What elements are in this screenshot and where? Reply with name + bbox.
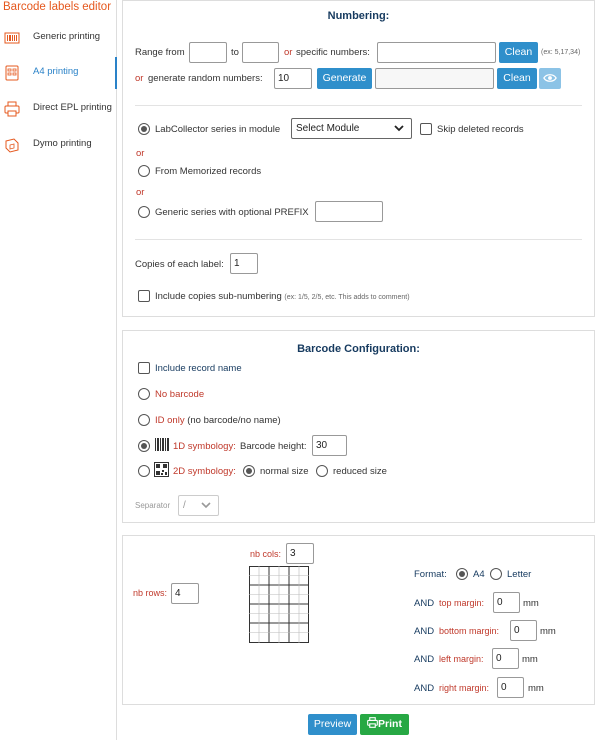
range-to-input[interactable]: [242, 42, 279, 63]
specific-numbers-label: specific numbers:: [296, 47, 370, 58]
divider: [135, 239, 582, 240]
barcode-height-label: Barcode height:: [240, 441, 307, 452]
left-margin-label: left margin:: [439, 654, 484, 664]
symbology-1d-label: 1D symbology:: [173, 441, 236, 452]
random-numbers-label: [135, 73, 143, 84]
skip-deleted-checkbox[interactable]: [420, 123, 432, 135]
format-a4-label: A4: [473, 569, 485, 580]
sidebar-title: Barcode labels editor: [3, 1, 112, 13]
generated-numbers-output[interactable]: [375, 68, 494, 89]
label-printer-icon: [4, 137, 20, 153]
and-label: AND: [414, 598, 435, 609]
bottom-margin-unit: mm: [540, 626, 556, 637]
or-label: or: [284, 47, 293, 58]
sidebar-item-a4-printing[interactable]: [0, 57, 117, 89]
bottom-margin-label: bottom margin:: [439, 626, 500, 636]
and-label: AND: [414, 683, 435, 694]
separator-label: Separator: [135, 501, 171, 510]
sub-numbering-text: Include copies sub-numbering: [155, 291, 282, 302]
qr-code-icon: [154, 462, 169, 477]
separator-value: /: [183, 500, 186, 511]
sub-numbering-label: [155, 291, 410, 302]
reduced-size-radio[interactable]: [316, 465, 328, 477]
prefix-input[interactable]: [315, 201, 383, 222]
print-label: Print: [378, 718, 402, 730]
id-only-radio[interactable]: [138, 414, 150, 426]
format-letter-label: Letter: [507, 569, 532, 580]
divider: [135, 105, 582, 106]
sheet-icon: [4, 65, 20, 81]
random-label-text: generate random numbers:: [148, 73, 263, 84]
symbology-1d-radio[interactable]: [138, 440, 150, 452]
right-margin-input[interactable]: 0: [497, 677, 524, 698]
clean-specific-button[interactable]: Clean: [499, 42, 538, 63]
top-margin-input[interactable]: 0: [493, 592, 520, 613]
nb-rows-label: nb rows:: [133, 588, 168, 598]
right-margin-label: right margin:: [439, 683, 490, 693]
nb-rows-input[interactable]: 4: [171, 583, 199, 604]
module-select-value: Select Module: [296, 123, 360, 134]
to-label: to: [231, 47, 239, 58]
sidebar-item-dymo-printing[interactable]: [0, 129, 117, 161]
generic-series-radio[interactable]: [138, 206, 150, 218]
normal-size-label: normal size: [260, 466, 309, 477]
memorized-radio[interactable]: [138, 165, 150, 177]
id-only-red: ID only: [155, 415, 185, 426]
sidebar-item-label: Direct EPL printing: [33, 102, 112, 113]
bottom-margin-input[interactable]: 0: [510, 620, 537, 641]
series-radio[interactable]: [138, 123, 150, 135]
nb-cols-input[interactable]: 3: [286, 543, 314, 564]
symbology-2d-radio[interactable]: [138, 465, 150, 477]
copies-label: Copies of each label:: [135, 259, 224, 270]
printer-icon: [367, 717, 378, 728]
numbering-title: Numbering:: [327, 10, 390, 22]
sidebar-item-label: Generic printing: [33, 31, 101, 42]
generic-series-label: Generic series with optional PREFIX: [155, 207, 309, 218]
module-select[interactable]: [291, 118, 412, 139]
barcode-icon: [4, 30, 20, 46]
nb-cols-label: nb cols:: [250, 549, 282, 559]
numbering-panel: [122, 0, 595, 317]
format-letter-radio[interactable]: [490, 568, 502, 580]
sidebar-item-label: Dymo printing: [33, 138, 92, 149]
random-numbers-text: [148, 73, 263, 84]
format-label: Format:: [414, 569, 447, 580]
right-margin-unit: mm: [528, 683, 544, 694]
id-only-label: [155, 415, 281, 426]
reduced-size-label: reduced size: [333, 466, 387, 477]
barcode-config-title: Barcode Configuration:: [297, 343, 420, 355]
sidebar-item-direct-epl-printing[interactable]: [0, 93, 117, 125]
specific-numbers-example: (ex: 5,17,34): [541, 49, 581, 56]
print-button[interactable]: [360, 714, 409, 735]
layout-panel: [122, 535, 595, 705]
or-separator: or: [136, 187, 145, 198]
clean-generated-button[interactable]: Clean: [497, 68, 537, 89]
chevron-down-icon: [393, 122, 405, 134]
series-label: LabCollector series in module: [155, 124, 281, 135]
sub-numbering-note: (ex: 1/5, 2/5, etc. This adds to comment): [284, 294, 410, 301]
id-only-rest: (no barcode/no name): [187, 415, 281, 426]
or-separator: or: [136, 148, 145, 159]
sidebar-item-generic-printing[interactable]: [0, 22, 117, 54]
and-label: AND: [414, 654, 435, 665]
include-record-name-label: Include record name: [155, 363, 242, 374]
top-margin-unit: mm: [523, 598, 539, 609]
preview-numbers-button[interactable]: [539, 68, 561, 89]
left-margin-input[interactable]: 0: [492, 648, 519, 669]
sidebar-item-label: A4 printing: [33, 66, 79, 77]
and-label: AND: [414, 626, 435, 637]
copies-input[interactable]: 1: [230, 253, 258, 274]
no-barcode-radio[interactable]: [138, 388, 150, 400]
symbology-2d-label: 2D symbology:: [173, 466, 236, 477]
left-margin-unit: mm: [522, 654, 538, 665]
barcode-config-panel: [122, 330, 595, 523]
generate-button[interactable]: Generate: [317, 68, 372, 89]
memorized-label: From Memorized records: [155, 166, 262, 177]
random-or: or: [135, 73, 144, 84]
chevron-down-icon: [200, 499, 212, 511]
barcode-height-input[interactable]: 30: [312, 435, 347, 456]
top-margin-label: top margin:: [439, 598, 485, 608]
preview-button[interactable]: Preview: [308, 714, 357, 735]
format-a4-radio[interactable]: [456, 568, 468, 580]
range-from-label: Range from: [135, 47, 185, 58]
barcode-1d-icon: [154, 437, 170, 452]
range-from-input[interactable]: [189, 42, 227, 63]
label-grid-preview: [249, 566, 309, 643]
skip-deleted-label: Skip deleted records: [437, 124, 524, 135]
printer-icon: [4, 101, 20, 117]
include-record-name-checkbox[interactable]: [138, 362, 150, 374]
sub-numbering-checkbox[interactable]: [138, 290, 150, 302]
sidebar: [0, 0, 117, 740]
normal-size-radio[interactable]: [243, 465, 255, 477]
eye-icon: [543, 71, 557, 85]
no-barcode-label: No barcode: [155, 389, 205, 400]
separator-select[interactable]: [178, 495, 219, 516]
specific-numbers-input[interactable]: [377, 42, 496, 63]
random-count-input[interactable]: 10: [274, 68, 312, 89]
